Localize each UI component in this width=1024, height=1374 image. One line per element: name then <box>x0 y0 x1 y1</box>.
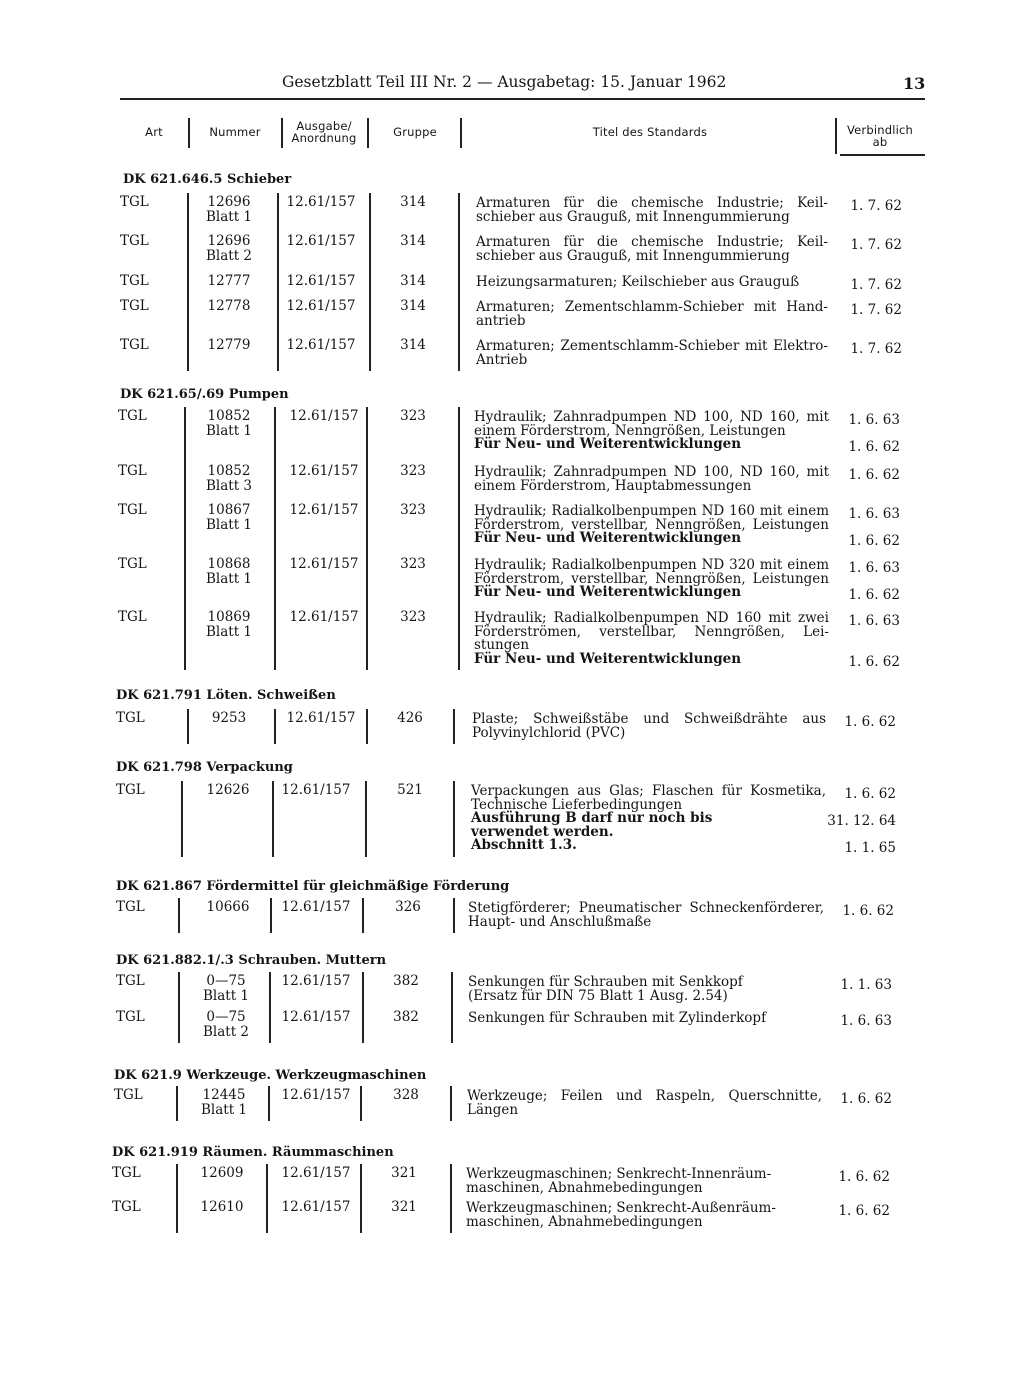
cell-art: TGL <box>118 408 147 424</box>
section-heading: DK 621.65/.69 Pumpen <box>120 387 289 402</box>
cell-art: TGL <box>114 1087 143 1103</box>
cell-blatt: Blatt 1 <box>205 422 253 439</box>
cell-verbindlich: 1. 6. 62 <box>838 1169 890 1185</box>
titel-line: Hydraulik; Zahnradpumpen ND 100, ND 160, mit <box>474 409 829 425</box>
section-heading: DK 621.791 Löten. Schweißen <box>116 688 336 703</box>
cell-nummer: 12696 <box>207 233 251 249</box>
cell-nummer: 10852 <box>207 463 251 479</box>
cell-nummer: 12696 <box>207 194 251 210</box>
cell-ausgabe: 12.61/157 <box>286 337 356 353</box>
cell-verbindlich: 1. 6. 62 <box>842 903 894 919</box>
cell-nummer: 10868 <box>207 556 251 572</box>
cell-ausgabe: 12.61/157 <box>281 1009 351 1025</box>
cell-nummer: 10869 <box>207 609 251 625</box>
section-heading: DK 621.919 Räumen. Räummaschinen <box>112 1145 394 1160</box>
column-rule <box>458 193 460 371</box>
cell-art: TGL <box>120 298 149 314</box>
titel-line: Für Neu- und Weiterentwicklungen <box>474 584 742 600</box>
column-rule <box>268 1086 270 1121</box>
titel-line: Abschnitt 1.3. <box>471 837 577 853</box>
cell-nummer: 12778 <box>207 298 251 314</box>
cell-ausgabe: 12.61/157 <box>281 1199 351 1215</box>
titel-line: Für Neu- und Weiterentwicklungen <box>474 650 742 667</box>
cell-gruppe: 382 <box>393 1009 419 1025</box>
header-rule-bottom <box>840 154 925 156</box>
column-header-nummer: Nummer <box>209 125 261 139</box>
page-header-title: Gesetzblatt Teil III Nr. 2 — Ausgabetag: 15. Januar 1962 <box>282 73 727 91</box>
titel-line: Für Neu- und Weiterentwicklungen <box>474 530 742 546</box>
cell-ausgabe: 12.61/157 <box>289 502 359 518</box>
column-rule <box>187 193 189 371</box>
titel-line: Haupt- und Anschlußmaße <box>468 913 652 930</box>
column-rule <box>178 972 180 1043</box>
cell-art: TGL <box>120 273 149 289</box>
cell-gruppe: 328 <box>393 1087 419 1103</box>
cell-titel <box>476 301 828 328</box>
column-header-art: Art <box>145 125 163 139</box>
cell-titel <box>474 612 829 666</box>
cell-art: TGL <box>118 556 147 572</box>
titel-line: Werkzeugmaschinen; Senkrecht-Innenräum- <box>466 1166 772 1182</box>
column-rule <box>453 781 455 857</box>
cell-ausgabe: 12.61/157 <box>289 408 359 424</box>
cell-verbindlich: 1. 6. 62 <box>844 786 896 802</box>
column-header-verbindlich <box>840 124 920 148</box>
cell-nummer: 12779 <box>207 337 251 353</box>
cell-art: TGL <box>120 337 149 353</box>
titel-line: Verpackungen aus Glas; Flaschen für Kosmetika, <box>471 783 826 799</box>
cell-ausgabe: 12.61/157 <box>281 1165 351 1181</box>
titel-line: Förderstrom, verstellbar, Nenngrößen, Leistungen <box>474 570 829 587</box>
cell-nummer: 10867 <box>207 502 251 518</box>
column-header-verbindlich-line2: ab <box>872 135 888 149</box>
titel-line: maschinen, Abnahmebedingungen <box>466 1179 703 1196</box>
column-rule <box>453 898 455 933</box>
cell-titel <box>476 197 828 224</box>
column-rule <box>365 781 367 857</box>
cell-ausgabe: 12.61/157 <box>281 1087 351 1103</box>
cell-gruppe: 326 <box>395 899 421 915</box>
cell-art: TGL <box>118 609 147 625</box>
cell-verbindlich: 1. 6. 63 <box>848 613 900 629</box>
titel-line: Technische Lieferbedingungen <box>471 796 683 813</box>
column-separator <box>460 118 462 148</box>
cell-gruppe: 321 <box>391 1199 417 1215</box>
cell-titel <box>466 1202 821 1229</box>
cell-gruppe: 314 <box>400 194 426 210</box>
cell-titel <box>472 713 826 740</box>
section-heading: DK 621.867 Fördermittel für gleichmäßige Förderung <box>116 879 510 894</box>
cell-art: TGL <box>120 233 149 249</box>
column-rule <box>450 1164 452 1233</box>
cell-nummer: 10852 <box>207 408 251 424</box>
section-heading: DK 621.882.1/.3 Schrauben. Muttern <box>116 953 387 968</box>
cell-titel <box>476 276 828 290</box>
titel-line: schieber aus Grauguß, mit Innengummierung <box>476 208 790 225</box>
titel-line: einem Förderstrom, Hauptabmessungen <box>474 477 752 494</box>
cell-art: TGL <box>116 973 145 989</box>
titel-line: Hydraulik; Radialkolbenpumpen ND 320 mit einem <box>474 557 829 573</box>
cell-titel <box>474 505 829 546</box>
column-rule <box>458 407 460 670</box>
cell-titel <box>476 340 828 367</box>
cell-ausgabe: 12.61/157 <box>286 273 356 289</box>
cell-titel <box>471 785 826 853</box>
cell-verbindlich: 31. 12. 64 <box>827 813 896 829</box>
titel-line: Hydraulik; Zahnradpumpen ND 100, ND 160, mit <box>474 464 829 480</box>
column-rule <box>270 898 272 933</box>
cell-blatt: Blatt 2 <box>205 247 253 264</box>
cell-ausgabe: 12.61/157 <box>289 609 359 625</box>
titel-line: Armaturen für die chemische Industrie; Keil- <box>476 195 828 211</box>
titel-line: Senkungen für Schrauben mit Zylinderkopf <box>468 1010 767 1026</box>
cell-gruppe: 382 <box>393 973 419 989</box>
titel-line: Heizungsarmaturen; Keilschieber aus Grauguß <box>476 274 800 290</box>
column-rule <box>362 972 364 1043</box>
cell-nummer: 12777 <box>207 273 251 289</box>
column-rule <box>178 898 180 933</box>
cell-verbindlich: 1. 7. 62 <box>850 198 902 214</box>
cell-art: TGL <box>116 710 145 726</box>
column-rule <box>272 781 274 857</box>
cell-titel <box>474 466 829 493</box>
cell-verbindlich: 1. 6. 63 <box>848 506 900 522</box>
cell-gruppe: 314 <box>400 273 426 289</box>
column-rule <box>360 1164 362 1233</box>
cell-ausgabe: 12.61/157 <box>286 233 356 249</box>
titel-line: schieber aus Grauguß, mit Innengummierung <box>476 247 790 264</box>
titel-line: Armaturen; Zementschlamm-Schieber mit Hand- <box>476 299 828 315</box>
column-rule <box>269 972 271 1043</box>
titel-line: Hydraulik; Radialkolbenpumpen ND 160 mit einem <box>474 503 829 519</box>
titel-line: Werkzeuge; Feilen und Raspeln, Querschnitte, <box>467 1088 822 1104</box>
titel-line: Werkzeugmaschinen; Senkrecht-Außenräum- <box>466 1200 776 1216</box>
cell-verbindlich: 1. 1. 63 <box>840 977 892 993</box>
section-heading: DK 621.646.5 Schieber <box>123 172 292 187</box>
cell-verbindlich: 1. 7. 62 <box>850 302 902 318</box>
cell-verbindlich: 1. 6. 63 <box>848 412 900 428</box>
cell-art: TGL <box>112 1165 141 1181</box>
cell-art: TGL <box>116 1009 145 1025</box>
column-rule <box>184 407 186 670</box>
cell-verbindlich: 1. 7. 62 <box>850 237 902 253</box>
cell-art: TGL <box>116 782 145 798</box>
titel-line: Stetigförderer; Pneumatischer Schneckenförderer, <box>468 900 824 916</box>
titel-line: Förderströmen, verstellbar, Nenngrößen, Lei- <box>474 623 829 640</box>
cell-titel <box>474 559 829 600</box>
cell-blatt: Blatt 1 <box>205 570 253 587</box>
cell-gruppe: 314 <box>400 233 426 249</box>
cell-art: TGL <box>120 194 149 210</box>
titel-line: Polyvinylchlorid (PVC) <box>472 724 626 741</box>
cell-blatt: Blatt 1 <box>205 208 253 225</box>
cell-ausgabe: 12.61/157 <box>281 899 351 915</box>
cell-art: TGL <box>118 502 147 518</box>
cell-ausgabe: 12.61/157 <box>289 463 359 479</box>
column-rule <box>176 1164 178 1233</box>
titel-line: (Ersatz für DIN 75 Blatt 1 Ausg. 2.54) <box>468 987 728 1004</box>
titel-line: Antrieb <box>476 351 528 368</box>
cell-verbindlich: 1. 1. 65 <box>844 840 896 856</box>
column-rule <box>274 709 276 744</box>
titel-line: Förderstrom, verstellbar, Nenngrößen, Leistungen <box>474 516 829 533</box>
column-rule <box>176 1086 178 1121</box>
cell-ausgabe: 12.61/157 <box>281 782 351 798</box>
titel-line: Senkungen für Schrauben mit Senkkopf <box>468 974 743 990</box>
cell-titel <box>468 976 824 1003</box>
cell-verbindlich: 1. 6. 62 <box>840 1091 892 1107</box>
cell-blatt: Blatt 3 <box>205 477 253 494</box>
cell-ausgabe: 12.61/157 <box>281 973 351 989</box>
cell-titel <box>468 1012 824 1026</box>
cell-gruppe: 323 <box>400 463 426 479</box>
titel-line: Ausführung B darf nur noch bis <box>471 810 713 826</box>
cell-gruppe: 323 <box>400 609 426 625</box>
cell-blatt: Blatt 1 <box>200 1101 248 1118</box>
cell-nummer: 12609 <box>200 1165 244 1181</box>
cell-verbindlich: 1. 6. 63 <box>840 1013 892 1029</box>
cell-gruppe: 521 <box>397 782 423 798</box>
column-separator <box>367 118 369 148</box>
titel-line: Hydraulik; Radialkolbenpumpen ND 160 mit zwei <box>474 610 829 626</box>
column-rule <box>187 709 189 744</box>
cell-ausgabe: 12.61/157 <box>286 710 356 726</box>
column-rule <box>360 1086 362 1121</box>
cell-nummer: 10666 <box>206 899 250 915</box>
column-rule <box>277 193 279 371</box>
cell-verbindlich: 1. 6. 63 <box>848 560 900 576</box>
cell-titel <box>476 236 828 263</box>
cell-verbindlich: 1. 6. 62 <box>848 533 900 549</box>
titel-line: Längen <box>467 1101 519 1118</box>
column-rule <box>266 1164 268 1233</box>
cell-verbindlich: 1. 6. 62 <box>848 587 900 603</box>
header-rule-top <box>120 98 925 100</box>
column-rule <box>362 898 364 933</box>
cell-gruppe: 323 <box>400 556 426 572</box>
column-rule <box>450 1086 452 1121</box>
column-separator <box>281 118 283 148</box>
cell-verbindlich: 1. 6. 62 <box>848 467 900 483</box>
cell-titel <box>468 902 824 929</box>
cell-verbindlich: 1. 6. 62 <box>848 439 900 455</box>
cell-art: TGL <box>118 463 147 479</box>
cell-gruppe: 321 <box>391 1165 417 1181</box>
cell-gruppe: 314 <box>400 337 426 353</box>
column-rule <box>366 407 368 670</box>
section-heading: DK 621.798 Verpackung <box>116 760 293 775</box>
cell-ausgabe: 12.61/157 <box>289 556 359 572</box>
cell-blatt: Blatt 1 <box>202 987 250 1004</box>
cell-verbindlich: 1. 6. 62 <box>838 1203 890 1219</box>
cell-art: TGL <box>112 1199 141 1215</box>
column-header-gruppe: Gruppe <box>393 125 437 139</box>
cell-ausgabe: 12.61/157 <box>286 194 356 210</box>
cell-verbindlich: 1. 6. 62 <box>848 653 900 670</box>
cell-titel <box>474 411 829 452</box>
cell-blatt: Blatt 1 <box>205 516 253 533</box>
cell-verbindlich: 1. 7. 62 <box>850 277 902 293</box>
cell-blatt: Blatt 2 <box>202 1023 250 1040</box>
titel-line: maschinen, Abnahmebedingungen <box>466 1213 703 1230</box>
column-rule <box>366 709 368 744</box>
titel-line: Für Neu- und Weiterentwicklungen <box>474 436 742 452</box>
cell-verbindlich: 1. 7. 62 <box>850 341 902 357</box>
column-rule <box>181 781 183 857</box>
cell-ausgabe: 12.61/157 <box>286 298 356 314</box>
cell-verbindlich: 1. 6. 62 <box>844 714 896 730</box>
column-rule <box>274 407 276 670</box>
cell-nummer: 12610 <box>200 1199 244 1215</box>
cell-gruppe: 426 <box>397 710 423 726</box>
cell-nummer: 0—75 <box>206 973 246 989</box>
titel-line: stungen <box>474 637 530 653</box>
cell-titel <box>466 1168 821 1195</box>
cell-nummer: 12445 <box>202 1087 246 1103</box>
cell-nummer: 9253 <box>211 710 247 726</box>
column-header-verbindlich-line1: Verbindlich <box>846 123 914 137</box>
cell-blatt: Blatt 1 <box>205 623 253 640</box>
column-header-ausgabe <box>284 120 364 144</box>
cell-art: TGL <box>116 899 145 915</box>
titel-line: Armaturen; Zementschlamm-Schieber mit Elektro- <box>476 338 828 354</box>
column-rule <box>369 193 371 371</box>
page-number: 13 <box>903 74 926 93</box>
column-header-ausgabe-line2: Anordnung <box>291 131 357 145</box>
column-separator <box>835 118 837 154</box>
titel-line: verwendet werden. <box>471 823 614 840</box>
titel-line: antrieb <box>476 312 526 329</box>
titel-line: einem Förderstrom, Nenngrößen, Leistungen <box>474 422 786 439</box>
cell-gruppe: 314 <box>400 298 426 314</box>
titel-line: Plaste; Schweißstäbe und Schweißdrähte aus <box>472 711 826 727</box>
column-header-titel: Titel des Standards <box>592 125 708 139</box>
column-header-ausgabe-line1: Ausgabe/ <box>296 119 352 133</box>
column-rule <box>453 709 455 744</box>
cell-gruppe: 323 <box>400 502 426 518</box>
section-heading: DK 621.9 Werkzeuge. Werkzeugmaschinen <box>114 1068 427 1083</box>
cell-nummer: 12626 <box>206 782 250 798</box>
cell-titel <box>467 1090 822 1117</box>
column-separator <box>188 118 190 148</box>
titel-line: Armaturen für die chemische Industrie; Keil- <box>476 234 828 250</box>
column-rule <box>451 972 453 1043</box>
cell-gruppe: 323 <box>400 408 426 424</box>
cell-nummer: 0—75 <box>206 1009 246 1025</box>
